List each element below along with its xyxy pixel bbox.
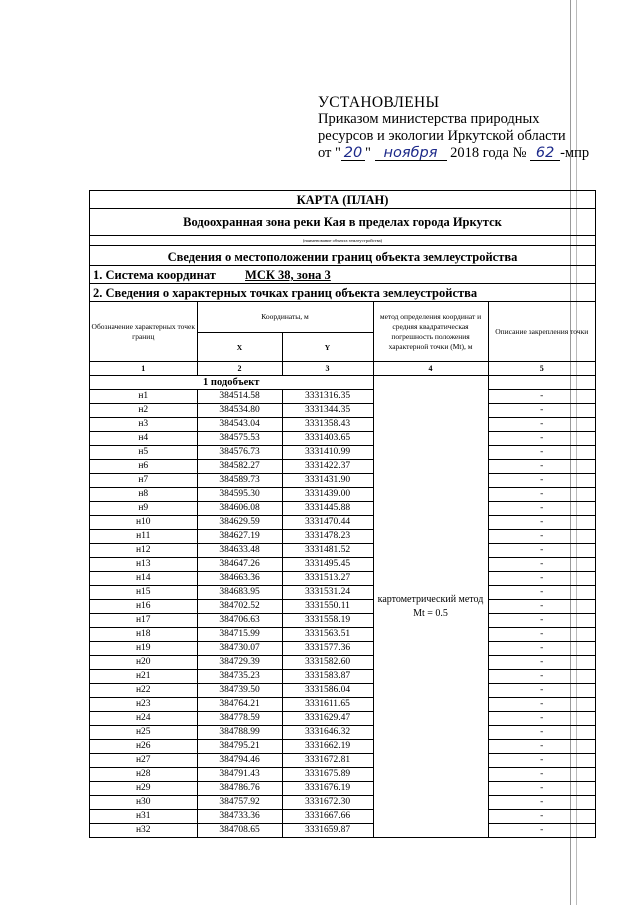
point-id-cell: н18 xyxy=(90,628,197,642)
point-id-cell: н8 xyxy=(90,488,197,502)
coord-x-cell: 384757.92 xyxy=(197,796,282,810)
point-desc-cell: - xyxy=(488,390,595,404)
table-row xyxy=(90,768,595,782)
coord-y-cell: 3331478.23 xyxy=(282,530,373,544)
coord-x-cell: 384589.73 xyxy=(197,474,282,488)
point-id-cell: н10 xyxy=(90,516,197,530)
table-row xyxy=(90,670,595,684)
coord-y-cell: 3331672.30 xyxy=(282,796,373,810)
point-id-cell: н30 xyxy=(90,796,197,810)
point-id-cell: н2 xyxy=(90,404,197,418)
point-desc-cell: - xyxy=(488,782,595,796)
coord-y-cell: 3331344.35 xyxy=(282,404,373,418)
coord-x-cell: 384778.59 xyxy=(197,712,282,726)
point-desc-cell: - xyxy=(488,796,595,810)
point-id-cell: н15 xyxy=(90,586,197,600)
approval-title: УСТАНОВЛЕНЫ xyxy=(318,94,440,111)
coord-y-cell: 3331316.35 xyxy=(282,390,373,404)
approval-line-1: Приказом министерства природных xyxy=(318,111,540,127)
table-row xyxy=(90,516,595,530)
point-id-cell: н6 xyxy=(90,460,197,474)
coord-x-cell: 384733.36 xyxy=(197,810,282,824)
coord-y-cell: 3331676.19 xyxy=(282,782,373,796)
point-id-cell: н12 xyxy=(90,544,197,558)
point-desc-cell: - xyxy=(488,656,595,670)
table-row xyxy=(90,628,595,642)
coord-y-cell: 3331513.27 xyxy=(282,572,373,586)
point-desc-cell: - xyxy=(488,698,595,712)
col-number: 1 xyxy=(90,362,197,376)
point-desc-cell: - xyxy=(488,712,595,726)
point-desc-cell: - xyxy=(488,530,595,544)
coord-x-cell: 384633.48 xyxy=(197,544,282,558)
table-row xyxy=(90,502,595,516)
coord-y-cell: 3331410.99 xyxy=(282,446,373,460)
table-row xyxy=(90,488,595,502)
point-id-cell: н27 xyxy=(90,754,197,768)
table-row xyxy=(90,754,595,768)
coord-x-cell: 384739.50 xyxy=(197,684,282,698)
coord-x-cell: 384708.65 xyxy=(197,824,282,838)
point-id-cell: н19 xyxy=(90,642,197,656)
coord-x-cell: 384715.99 xyxy=(197,628,282,642)
point-id-cell: н1 xyxy=(90,390,197,404)
subobject-title: 1 подобъект xyxy=(90,376,373,390)
table-row xyxy=(90,642,595,656)
zone-caption: (наименование объекта землеустройства) xyxy=(90,236,595,246)
coord-y-cell: 3331672.81 xyxy=(282,754,373,768)
coord-y-cell: 3331662.19 xyxy=(282,740,373,754)
table-row xyxy=(90,684,595,698)
coord-x-cell: 384595.30 xyxy=(197,488,282,502)
point-id-cell: н3 xyxy=(90,418,197,432)
point-desc-cell: - xyxy=(488,460,595,474)
point-desc-cell: - xyxy=(488,432,595,446)
approval-header xyxy=(318,94,618,162)
coord-x-cell: 384575.53 xyxy=(197,432,282,446)
coord-x-cell: 384764.21 xyxy=(197,698,282,712)
point-id-cell: н21 xyxy=(90,670,197,684)
subobject-desc-empty xyxy=(488,376,595,390)
coord-x-cell: 384788.99 xyxy=(197,726,282,740)
table-row xyxy=(90,586,595,600)
point-id-cell: н9 xyxy=(90,502,197,516)
coord-y-cell: 3331659.87 xyxy=(282,824,373,838)
col-number: 5 xyxy=(488,362,595,376)
point-desc-cell: - xyxy=(488,418,595,432)
coord-y-cell: 3331611.65 xyxy=(282,698,373,712)
point-id-cell: н20 xyxy=(90,656,197,670)
point-desc-cell: - xyxy=(488,628,595,642)
coord-x-cell: 384791.43 xyxy=(197,768,282,782)
coord-y-cell: 3331646.32 xyxy=(282,726,373,740)
coord-x-cell: 384647.26 xyxy=(197,558,282,572)
point-id-cell: н16 xyxy=(90,600,197,614)
coord-y-cell: 3331431.90 xyxy=(282,474,373,488)
point-id-cell: н23 xyxy=(90,698,197,712)
point-id-cell: н5 xyxy=(90,446,197,460)
point-id-cell: н32 xyxy=(90,824,197,838)
header-method: метод определения координат и средняя квадратическая погрешность положения характерной точки (Mt), м xyxy=(373,302,488,362)
point-id-cell: н17 xyxy=(90,614,197,628)
coord-y-cell: 3331495.45 xyxy=(282,558,373,572)
table-row xyxy=(90,558,595,572)
table-row xyxy=(90,418,595,432)
col-number: 3 xyxy=(282,362,373,376)
coord-x-cell: 384663.36 xyxy=(197,572,282,586)
coord-y-cell: 3331403.65 xyxy=(282,432,373,446)
table-row xyxy=(90,460,595,474)
header-y: Y xyxy=(282,333,373,362)
table-row xyxy=(90,390,595,404)
point-desc-cell: - xyxy=(488,670,595,684)
coord-x-cell: 384606.08 xyxy=(197,502,282,516)
coord-y-cell: 3331470.44 xyxy=(282,516,373,530)
point-desc-cell: - xyxy=(488,726,595,740)
coord-x-cell: 384576.73 xyxy=(197,446,282,460)
table-row xyxy=(90,698,595,712)
table-row xyxy=(90,782,595,796)
table-row xyxy=(90,796,595,810)
point-id-cell: н22 xyxy=(90,684,197,698)
coordinate-system-value: МСК 38, зона 3 xyxy=(245,268,331,282)
col-number: 4 xyxy=(373,362,488,376)
order-number-handwritten: 62 xyxy=(530,146,560,161)
coord-y-cell: 3331629.47 xyxy=(282,712,373,726)
coord-x-cell: 384683.95 xyxy=(197,586,282,600)
coord-x-cell: 384543.04 xyxy=(197,418,282,432)
coordinate-system-label: 1. Система координат xyxy=(93,268,216,282)
date-year: 2018 года № xyxy=(450,145,527,161)
coord-y-cell: 3331358.43 xyxy=(282,418,373,432)
table-row xyxy=(90,824,595,838)
coord-y-cell: 3331439.00 xyxy=(282,488,373,502)
boundary-document xyxy=(89,190,596,838)
point-desc-cell: - xyxy=(488,754,595,768)
section-2-title: 2. Сведения о характерных точках границ объекта землеустройства xyxy=(90,284,595,302)
point-id-cell: н28 xyxy=(90,768,197,782)
table-row xyxy=(90,712,595,726)
coord-x-cell: 384794.46 xyxy=(197,754,282,768)
date-prefix: от " xyxy=(318,145,341,161)
coord-y-cell: 3331577.36 xyxy=(282,642,373,656)
point-id-cell: н13 xyxy=(90,558,197,572)
header-x: X xyxy=(197,333,282,362)
coord-y-cell: 3331550.11 xyxy=(282,600,373,614)
table-row xyxy=(90,600,595,614)
coord-x-cell: 384786.76 xyxy=(197,782,282,796)
coord-x-cell: 384706.63 xyxy=(197,614,282,628)
point-id-cell: н31 xyxy=(90,810,197,824)
table-row xyxy=(90,572,595,586)
coord-y-cell: 3331558.19 xyxy=(282,614,373,628)
approval-line-2: ресурсов и экологии Иркутской области xyxy=(318,128,566,144)
coord-x-cell: 384730.07 xyxy=(197,642,282,656)
coord-y-cell: 3331583.87 xyxy=(282,670,373,684)
date-mid: " xyxy=(364,145,371,161)
table-row xyxy=(90,740,595,754)
date-suffix: -мпр xyxy=(560,145,590,161)
point-id-cell: н7 xyxy=(90,474,197,488)
point-desc-cell: - xyxy=(488,614,595,628)
table-row xyxy=(90,446,595,460)
coord-x-cell: 384735.23 xyxy=(197,670,282,684)
coord-x-cell: 384702.52 xyxy=(197,600,282,614)
point-desc-cell: - xyxy=(488,488,595,502)
point-desc-cell: - xyxy=(488,810,595,824)
table-row xyxy=(90,530,595,544)
points-table xyxy=(90,302,595,838)
table-row xyxy=(90,474,595,488)
coord-x-cell: 384795.21 xyxy=(197,740,282,754)
point-desc-cell: - xyxy=(488,446,595,460)
coord-x-cell: 384627.19 xyxy=(197,530,282,544)
coord-y-cell: 3331445.88 xyxy=(282,502,373,516)
table-row xyxy=(90,656,595,670)
coordinate-system-row xyxy=(90,266,595,284)
point-id-cell: н11 xyxy=(90,530,197,544)
coord-y-cell: 3331667.66 xyxy=(282,810,373,824)
point-desc-cell: - xyxy=(488,474,595,488)
doc-title: КАРТА (ПЛАН) xyxy=(90,191,595,209)
point-desc-cell: - xyxy=(488,740,595,754)
point-id-cell: н26 xyxy=(90,740,197,754)
point-id-cell: н4 xyxy=(90,432,197,446)
point-desc-cell: - xyxy=(488,404,595,418)
table-row xyxy=(90,810,595,824)
point-id-cell: н14 xyxy=(90,572,197,586)
coord-y-cell: 3331582.60 xyxy=(282,656,373,670)
point-desc-cell: - xyxy=(488,684,595,698)
coord-x-cell: 384729.39 xyxy=(197,656,282,670)
section-info-title: Сведения о местоположении границ объекта землеустройства xyxy=(90,246,595,266)
coord-x-cell: 384582.27 xyxy=(197,460,282,474)
coord-y-cell: 3331422.37 xyxy=(282,460,373,474)
coord-y-cell: 3331563.51 xyxy=(282,628,373,642)
point-id-cell: н29 xyxy=(90,782,197,796)
point-desc-cell: - xyxy=(488,502,595,516)
method-cell: картометрический метод Mt = 0.5 xyxy=(373,376,488,838)
coord-y-cell: 3331531.24 xyxy=(282,586,373,600)
table-row xyxy=(90,432,595,446)
point-id-cell: н25 xyxy=(90,726,197,740)
date-day-handwritten: 20 xyxy=(341,146,365,161)
point-id-cell: н24 xyxy=(90,712,197,726)
point-desc-cell: - xyxy=(488,558,595,572)
coord-x-cell: 384514.58 xyxy=(197,390,282,404)
zone-title: Водоохранная зона реки Кая в пределах города Иркутск xyxy=(90,209,595,236)
table-row xyxy=(90,614,595,628)
point-desc-cell: - xyxy=(488,572,595,586)
coord-x-cell: 384534.80 xyxy=(197,404,282,418)
header-point: Обозначение характерных точек границ xyxy=(90,302,197,362)
point-desc-cell: - xyxy=(488,642,595,656)
coord-y-cell: 3331586.04 xyxy=(282,684,373,698)
point-desc-cell: - xyxy=(488,824,595,838)
point-desc-cell: - xyxy=(488,516,595,530)
col-number: 2 xyxy=(197,362,282,376)
point-desc-cell: - xyxy=(488,586,595,600)
table-row xyxy=(90,404,595,418)
table-row xyxy=(90,544,595,558)
point-desc-cell: - xyxy=(488,600,595,614)
coord-y-cell: 3331481.52 xyxy=(282,544,373,558)
header-coords: Координаты, м xyxy=(197,302,373,333)
date-month-handwritten: ноября xyxy=(375,146,447,161)
point-desc-cell: - xyxy=(488,768,595,782)
coord-y-cell: 3331675.89 xyxy=(282,768,373,782)
point-desc-cell: - xyxy=(488,544,595,558)
table-row xyxy=(90,726,595,740)
approval-date-line xyxy=(318,145,618,162)
header-desc: Описание закрепления точки xyxy=(488,302,595,362)
coord-x-cell: 384629.59 xyxy=(197,516,282,530)
